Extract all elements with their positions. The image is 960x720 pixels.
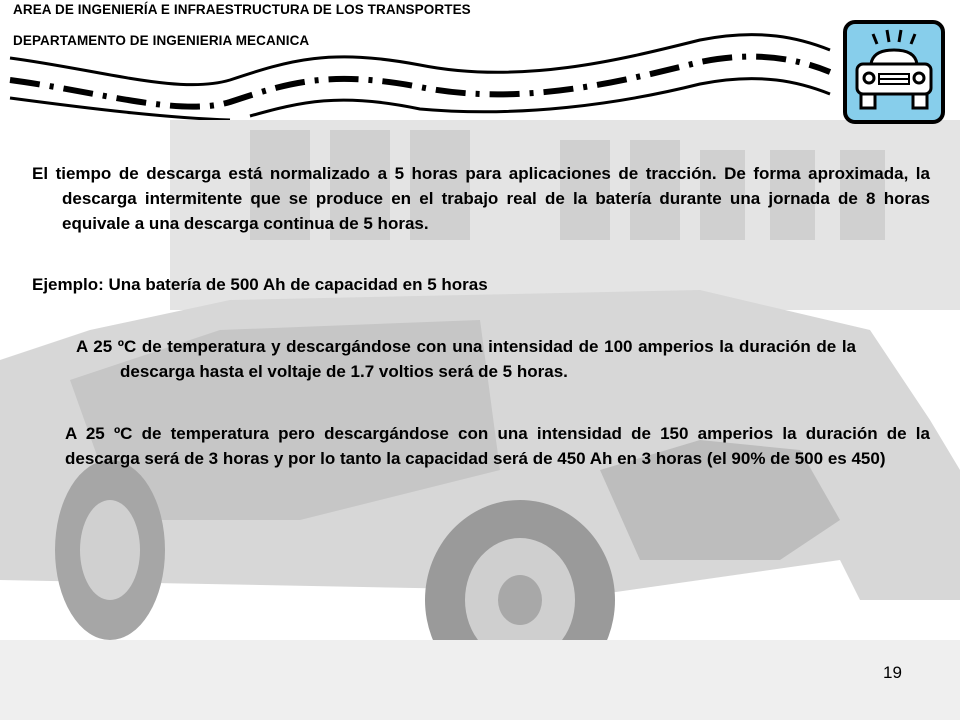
page-number: 19: [883, 663, 902, 682]
car-icon: [843, 20, 945, 124]
road-icon: [0, 20, 840, 120]
paragraph-example-title: Ejemplo: Una batería de 500 Ah de capacidad en 5 horas: [32, 275, 488, 294]
paragraph-example-150a: A 25 ºC de temperatura pero descargándose con una intensidad de 150 amperios la duración de la descarga será de 3 horas y por lo tanto la capacidad será de 450 Ah en 3 horas (el 90% de 500 es 450): [65, 424, 930, 468]
paragraph-discharge-time: El tiempo de descarga está normalizado a 5 horas para aplicaciones de tracción. De forma aproximada, la descarga intermitente que se produce en el trabajo real de la batería durante una jornada de 8 horas equivale a una descarga continua de 5 horas.: [32, 164, 930, 233]
header-area-title: AREA DE INGENIERÍA E INFRAESTRUCTURA DE LOS TRANSPORTES: [13, 2, 471, 17]
paragraph-example-100a: A 25 ºC de temperatura y descargándose con una intensidad de 100 amperios la duración de la descarga hasta el voltaje de 1.7 voltios será de 5 horas.: [76, 337, 856, 381]
header-department-title: DEPARTAMENTO DE INGENIERIA MECANICA: [13, 33, 310, 48]
